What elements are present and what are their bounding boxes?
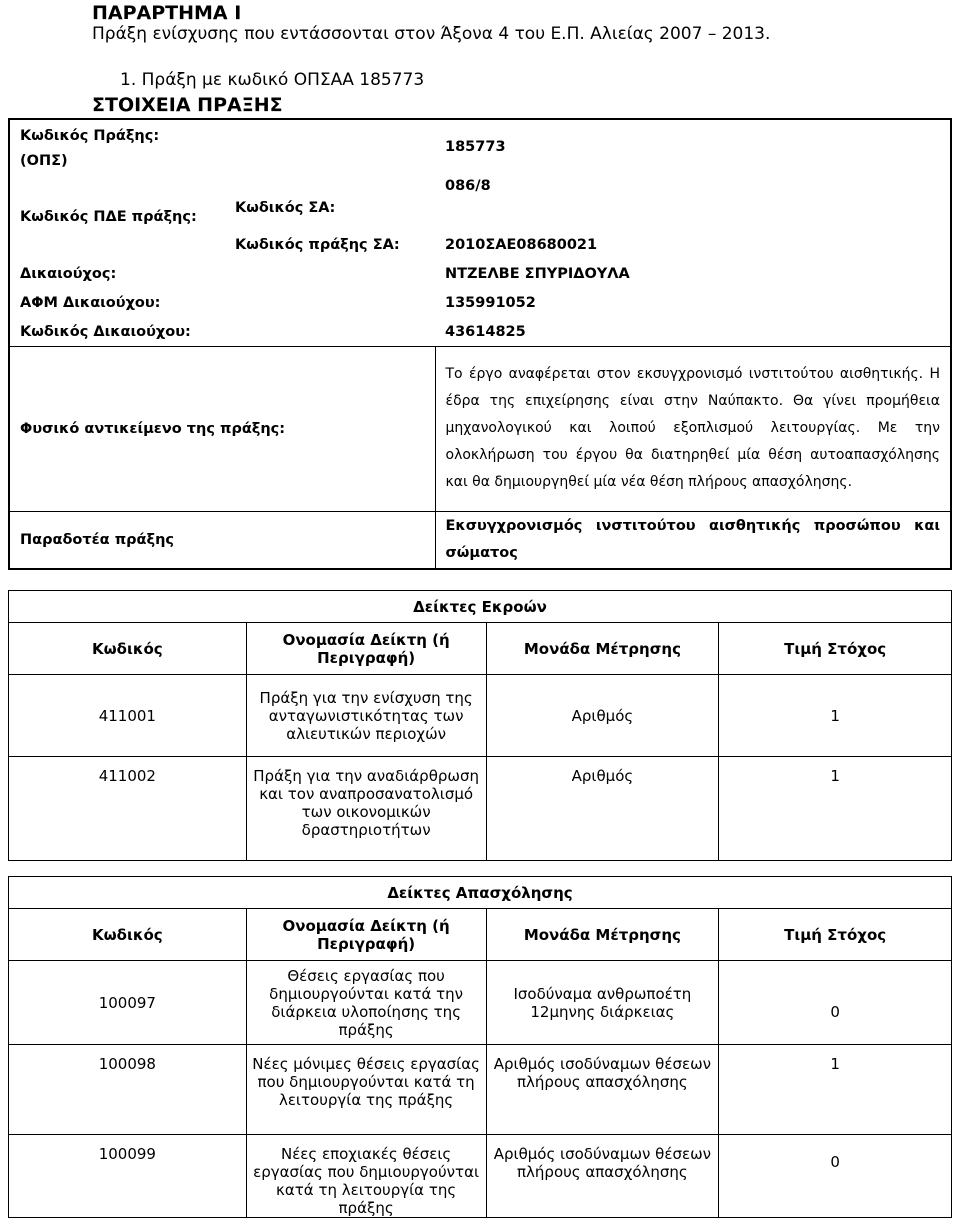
project-item-heading: 1. Πράξη με κωδικό ΟΠΣΑΑ 185773 (120, 70, 425, 90)
table-row (9, 1045, 952, 1135)
indicator-unit: Αριθμός ισοδύναμων θέσεων πλήρους απασχόλησης (486, 1135, 719, 1218)
header-target-value: Τιμή Στόχος (719, 623, 952, 675)
indicator-target: 1 (719, 675, 952, 757)
project-info-table (8, 118, 952, 570)
annex-subtitle: Πράξη ενίσχυσης που εντάσσονται στον Άξονα 4 του Ε.Π. Αλιείας 2007 – 2013. (92, 24, 771, 44)
annex-title: ΠΑΡΑΡΤΗΜΑ Ι (92, 2, 242, 24)
table-row (9, 961, 952, 1045)
indicator-target: 0 (719, 961, 952, 1045)
sa-code-value: 2010ΣΑΕ08680021 (445, 237, 598, 253)
header-indicator-name: Ονομασία Δείκτη (ή Περιγραφή) (246, 623, 486, 675)
indicator-code: 100099 (9, 1135, 247, 1218)
physical-object-label: Φυσικό αντικείμενο της πράξης: (9, 346, 435, 511)
employment-indicators-table (8, 876, 952, 1218)
employment-indicators-title: Δείκτες Απασχόλησης (9, 877, 952, 909)
physical-object-value: Το έργο αναφέρεται στον εκσυγχρονισμό ινστιτούτου αισθητικής. Η έδρα της επιχείρησης είναι στην Ναύπακτο. Θα γίνει προμήθεια μηχανολογικού και λοιπού εξοπλισμού λειτουργίας. Με την ολοκλήρωση του έργου θα διατηρηθεί μία θέση αυτοαπασχόλησης και θα δημιουργηθεί μία νέα θέση πλήρους απασχόλησης. (435, 346, 951, 511)
pde-label: Κωδικός ΠΔΕ πράξης: (20, 209, 197, 225)
header-target-value: Τιμή Στόχος (719, 909, 952, 961)
header-unit: Μονάδα Μέτρησης (486, 909, 719, 961)
beneficiary-code-label: Κωδικός Δικαιούχου: (20, 323, 191, 340)
indicator-target: 1 (719, 757, 952, 861)
table-row (9, 757, 952, 861)
sa-value: 086/8 (445, 178, 491, 194)
afm-label: ΑΦΜ Δικαιούχου: (20, 295, 161, 311)
indicator-name: Πράξη για την ενίσχυση της ανταγωνιστικότητας των αλιευτικών περιοχών (246, 675, 486, 757)
indicator-unit: Ισοδύναμα ανθρωποέτη 12μηνης διάρκειας (486, 961, 719, 1045)
code-ops-label-line2: (ΟΠΣ) (20, 153, 68, 169)
beneficiary-value: ΝΤΖΕΛΒΕ ΣΠΥΡΙΔΟΥΛΑ (445, 266, 630, 282)
code-ops-label (9, 119, 435, 174)
beneficiary-code-value: 43614825 (445, 323, 526, 340)
indicator-unit: Αριθμός ισοδύναμων θέσεων πλήρους απασχόλησης (486, 1045, 719, 1135)
indicator-unit: Αριθμός (486, 757, 719, 861)
table-row (9, 675, 952, 757)
sa-code-label: Κωδικός πράξης ΣΑ: (235, 237, 400, 253)
header-code: Κωδικός (9, 909, 247, 961)
afm-value: 135991052 (445, 295, 536, 311)
indicator-name: Νέες εποχιακές θέσεις εργασίας που δημιουργούνται κατά τη λειτουργία της πράξης (246, 1135, 486, 1218)
indicator-name: Πράξη για την αναδιάρθρωση και τον αναπροσανατολισμό των οικονομικών δραστηριοτήτων (246, 757, 486, 861)
indicator-name: Νέες μόνιμες θέσεις εργασίας που δημιουργούνται κατά τη λειτουργία της πράξης (246, 1045, 486, 1135)
section-heading: ΣΤΟΙΧΕΙΑ ΠΡΑΞΗΣ (92, 94, 283, 116)
table-row (9, 1135, 952, 1218)
output-indicators-table (8, 590, 952, 861)
code-ops-label-line1: Κωδικός Πράξης: (20, 128, 160, 144)
indicator-code: 411001 (9, 675, 247, 757)
indicator-code: 411002 (9, 757, 247, 861)
code-ops-value: 185773 (445, 139, 506, 155)
deliverables-label: Παραδοτέα πράξης (9, 511, 435, 569)
output-indicators-title: Δείκτες Εκροών (9, 591, 952, 623)
header-unit: Μονάδα Μέτρησης (486, 623, 719, 675)
header-code: Κωδικός (9, 623, 247, 675)
indicator-unit: Αριθμός (486, 675, 719, 757)
indicator-code: 100098 (9, 1045, 247, 1135)
indicator-target: 0 (719, 1135, 952, 1218)
indicator-target: 1 (719, 1045, 952, 1135)
header-indicator-name: Ονομασία Δείκτη (ή Περιγραφή) (246, 909, 486, 961)
deliverables-value: Εκσυγχρονισμός ινστιτούτου αισθητικής προσώπου και σώματος (445, 517, 940, 561)
indicator-name: Θέσεις εργασίας που δημιουργούνται κατά την διάρκεια υλοποίησης της πράξης (246, 961, 486, 1045)
indicator-code: 100097 (9, 961, 247, 1045)
sa-label: Κωδικός ΣΑ: (235, 200, 336, 216)
beneficiary-label: Δικαιούχος: (20, 266, 117, 282)
